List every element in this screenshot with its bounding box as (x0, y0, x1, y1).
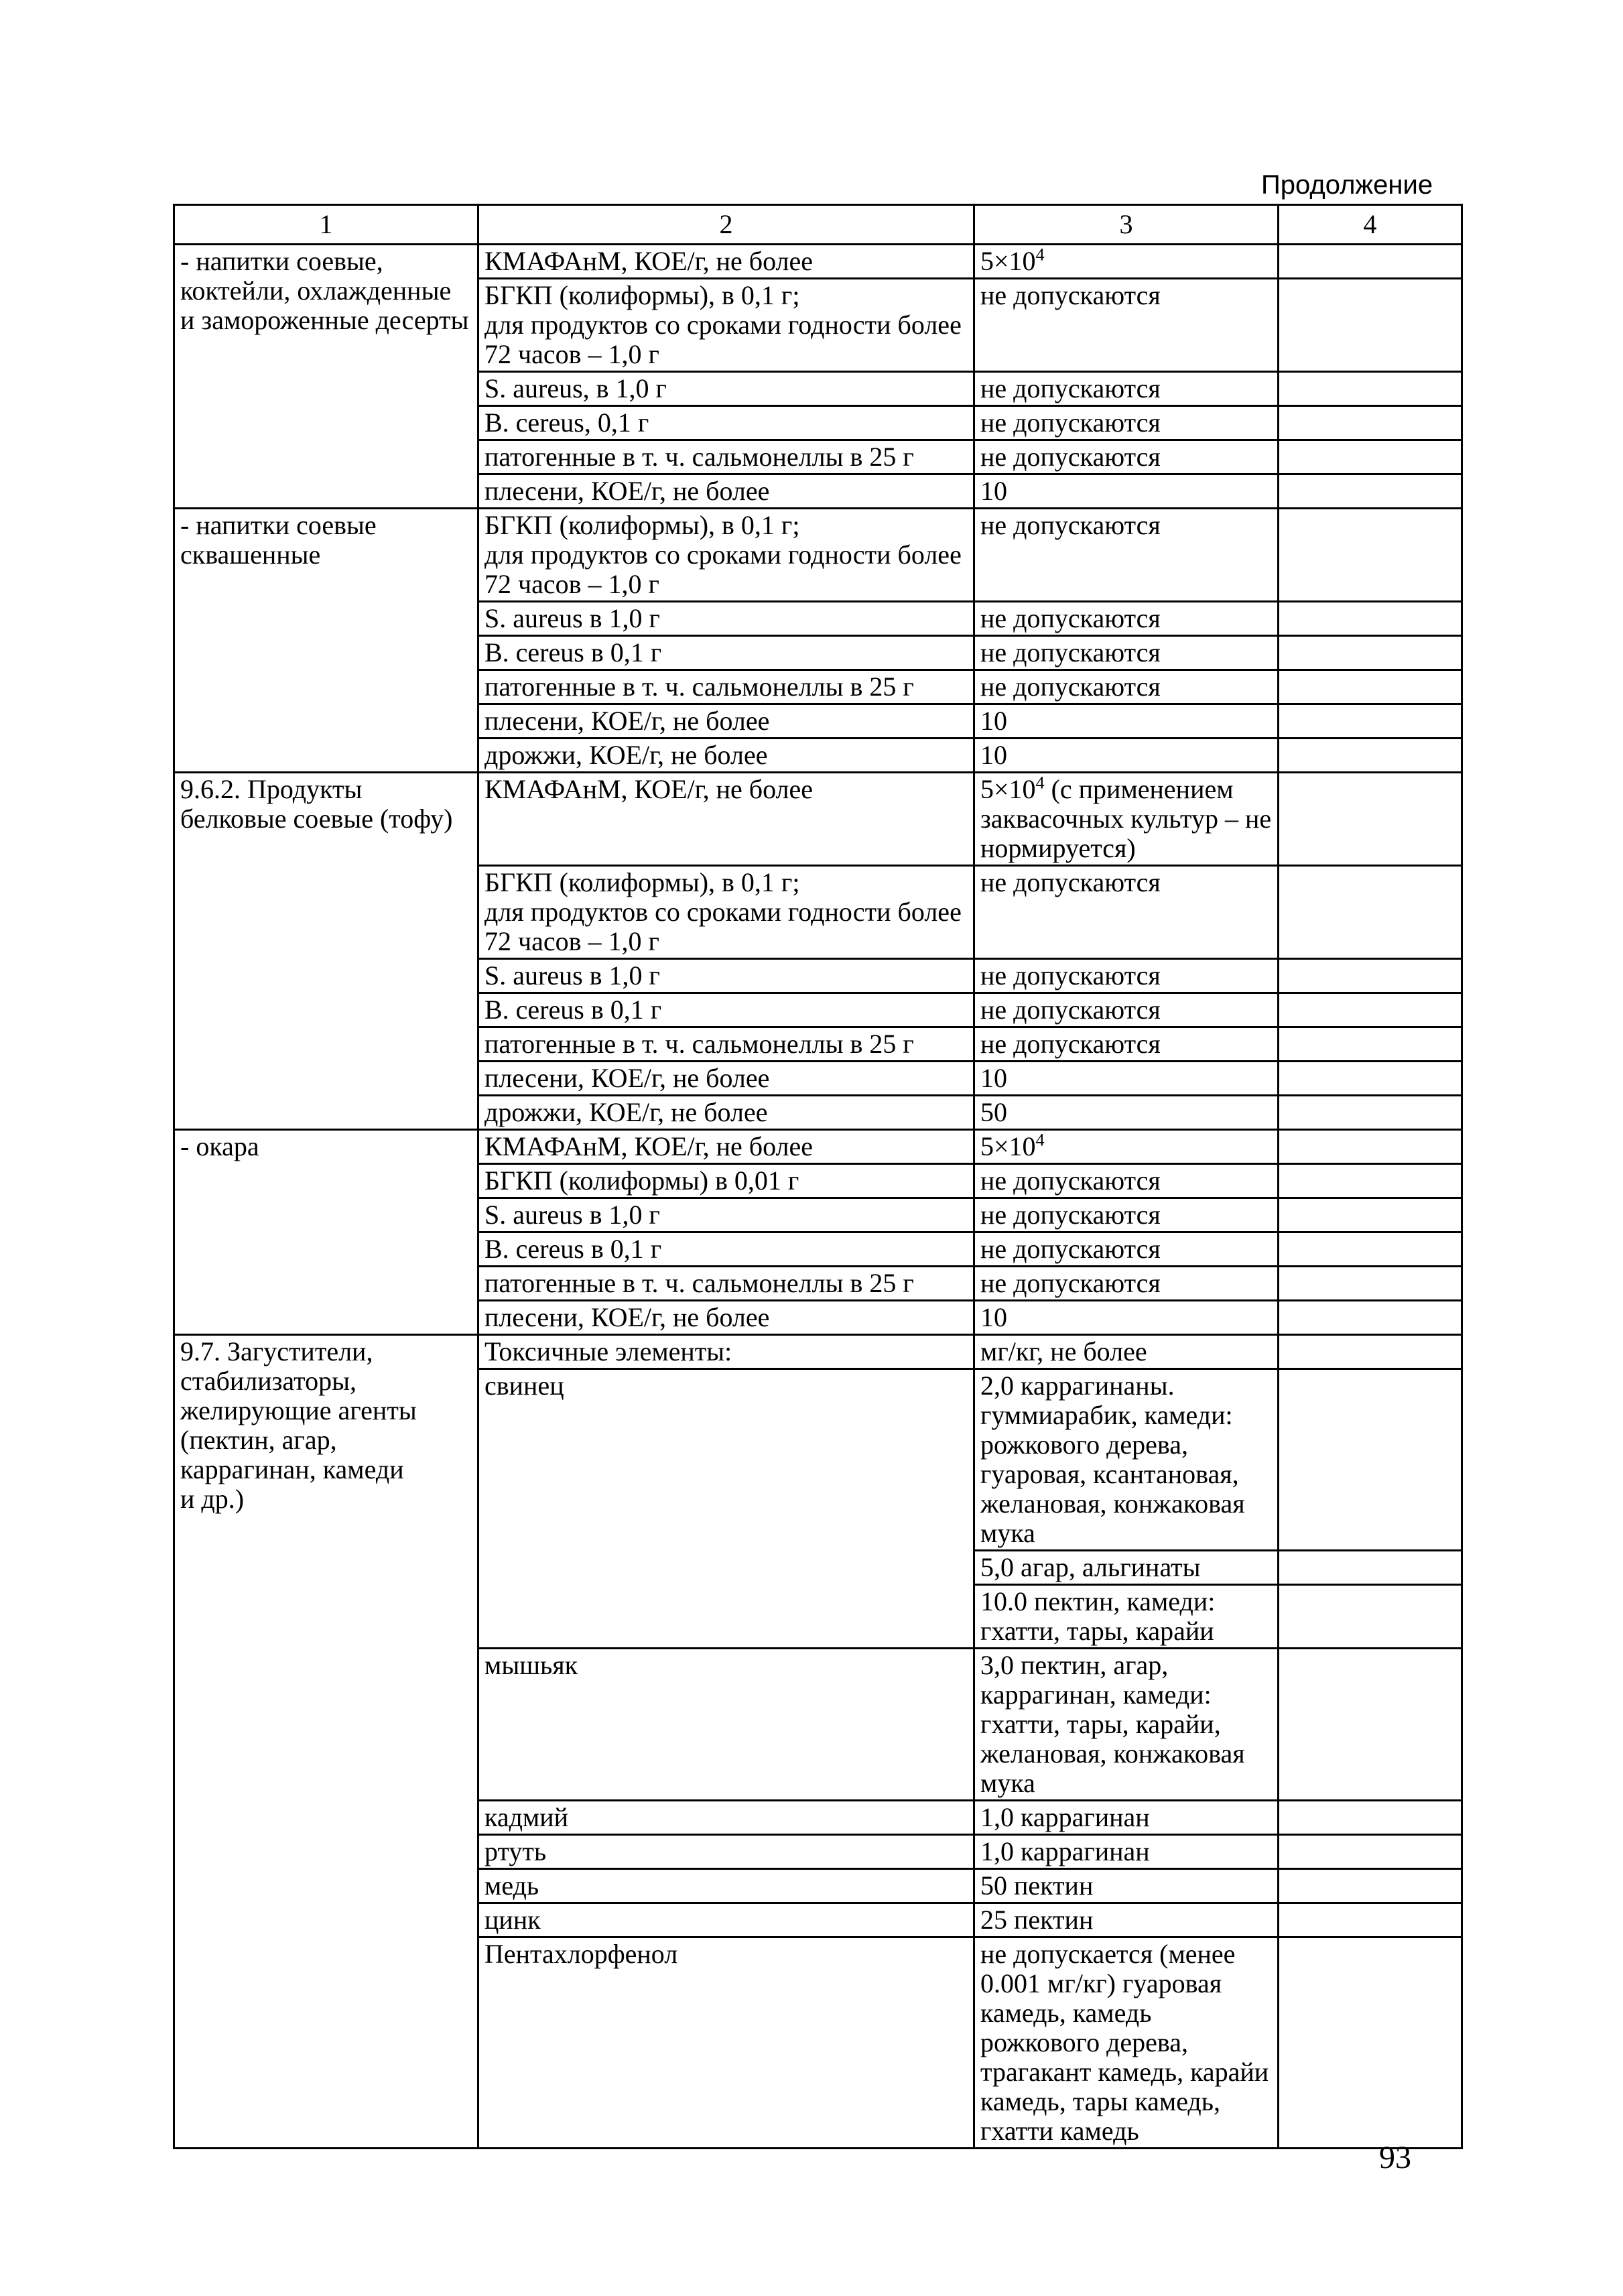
norm-cell (974, 704, 1279, 739)
indicator-cell: плесени, КОЕ/г, не более (478, 1301, 974, 1335)
norm-value: 5×10 (980, 774, 1036, 804)
norm-value: 10 (980, 1302, 1007, 1332)
norm-value: 10 (980, 706, 1007, 736)
notes-cell (1279, 1649, 1462, 1801)
norm-cell (974, 1164, 1279, 1198)
indicator-cell: дрожжи, КОЕ/г, не более (478, 1096, 974, 1130)
notes-cell (1279, 1335, 1462, 1369)
indicator-cell: мышьяк (478, 1649, 974, 1801)
norm-cell (974, 1301, 1279, 1335)
norm-exponent: 4 (1035, 245, 1045, 265)
product-cell: 9.7. Загустители, стабилизаторы, желирующие агенты (пектин, агар, каррагинан, камеди и др.) (174, 1335, 478, 2149)
notes-cell (1279, 1267, 1462, 1301)
indicator-cell: плесени, КОЕ/г, не более (478, 474, 974, 509)
col-header-4: 4 (1279, 205, 1462, 245)
indicator-cell: свинец (478, 1369, 974, 1649)
norm-cell (974, 866, 1279, 959)
norm-cell (974, 1027, 1279, 1062)
norm-value: не допускаются (980, 995, 1161, 1025)
indicator-cell: S. aureus в 1,0 г (478, 602, 974, 636)
notes-cell (1279, 1937, 1462, 2149)
norm-cell: 1,0 каррагинан (974, 1835, 1279, 1869)
col-header-1: 1 (174, 205, 478, 245)
indicator-cell: дрожжи, КОЕ/г, не более (478, 739, 974, 773)
col-header-2: 2 (478, 205, 974, 245)
norm-cell (974, 773, 1279, 866)
notes-cell (1279, 1801, 1462, 1835)
notes-cell (1279, 509, 1462, 602)
norm-value: 10 (980, 476, 1007, 506)
table-row (174, 773, 1462, 866)
norm-value: не допускаются (980, 1268, 1161, 1298)
hygiene-requirements-table (173, 204, 1463, 2149)
norm-cell (974, 959, 1279, 993)
notes-cell (1279, 704, 1462, 739)
indicator-cell: патогенные в т. ч. сальмонеллы в 25 г (478, 1027, 974, 1062)
indicator-cell: медь (478, 1869, 974, 1903)
indicator-cell: B. cereus в 0,1 г (478, 1232, 974, 1267)
notes-cell (1279, 959, 1462, 993)
norm-cell (974, 279, 1279, 372)
norm-value: не допускаются (980, 1029, 1161, 1059)
indicator-cell: БГКП (колиформы), в 0,1 г; для продуктов со сроками годности более 72 часов – 1,0 г (478, 866, 974, 959)
product-cell: - напитки соевые сквашенные (174, 509, 478, 773)
indicator-cell: цинк (478, 1903, 974, 1937)
norm-value: 50 (980, 1097, 1007, 1127)
indicator-cell: КМАФАнМ, КОЕ/г, не более (478, 245, 974, 279)
indicator-cell: S. aureus в 1,0 г (478, 1198, 974, 1232)
norm-cell: не допускается (менее 0.001 мг/кг) гуаровая камедь, камедь рожкового дерева, трагакант камедь, карайи камедь, тары камедь, гхатти камедь (974, 1937, 1279, 2149)
norm-value: 5×10 (980, 1131, 1036, 1161)
indicator-cell: B. cereus, 0,1 г (478, 406, 974, 440)
table-row (174, 1335, 1462, 1369)
norm-exponent: 4 (1035, 1130, 1045, 1150)
norm-cell (974, 1232, 1279, 1267)
indicator-cell: БГКП (колиформы), в 0,1 г; для продуктов со сроками годности более 72 часов – 1,0 г (478, 509, 974, 602)
notes-cell (1279, 1130, 1462, 1164)
continuation-label: Продолжение (1261, 170, 1433, 200)
notes-cell (1279, 440, 1462, 474)
norm-value: не допускаются (980, 407, 1161, 438)
norm-value: 10 (980, 740, 1007, 770)
norm-value: 5×10 (980, 246, 1036, 276)
notes-cell (1279, 1585, 1462, 1649)
notes-cell (1279, 1869, 1462, 1903)
indicator-cell: Токсичные элементы: (478, 1335, 974, 1369)
notes-cell (1279, 1096, 1462, 1130)
notes-cell (1279, 1027, 1462, 1062)
product-cell: - напитки соевые, коктейли, охлажденные и замороженные десерты (174, 245, 478, 509)
norm-value: не допускаются (980, 672, 1161, 702)
norm-note: (с применением заквасочных культур – не нормируется) (980, 774, 1272, 863)
norm-cell (974, 1130, 1279, 1164)
notes-cell (1279, 670, 1462, 704)
indicator-cell: кадмий (478, 1801, 974, 1835)
product-cell: 9.6.2. Продукты белковые соевые (тофу) (174, 773, 478, 1130)
table-header-row (174, 205, 1462, 245)
notes-cell (1279, 406, 1462, 440)
norm-value: не допускаются (980, 442, 1161, 472)
norm-cell: 25 пектин (974, 1903, 1279, 1937)
norm-value: 10 (980, 1063, 1007, 1093)
table-body (174, 245, 1462, 2149)
indicator-cell: B. cereus в 0,1 г (478, 993, 974, 1027)
notes-cell (1279, 1369, 1462, 1551)
notes-cell (1279, 474, 1462, 509)
norm-cell (974, 602, 1279, 636)
norm-cell (974, 372, 1279, 406)
page-number: 93 (1379, 2140, 1411, 2175)
notes-cell (1279, 1551, 1462, 1585)
norm-value: не допускаются (980, 637, 1161, 667)
norm-exponent: 4 (1035, 773, 1045, 793)
indicator-cell: КМАФАнМ, КОЕ/г, не более (478, 1130, 974, 1164)
norm-cell (974, 1267, 1279, 1301)
indicator-cell: Пентахлорфенол (478, 1937, 974, 2149)
norm-cell: 50 пектин (974, 1869, 1279, 1903)
norm-cell (974, 1062, 1279, 1096)
table-row (174, 1130, 1462, 1164)
notes-cell (1279, 279, 1462, 372)
table-row (174, 245, 1462, 279)
norm-value: не допускаются (980, 1165, 1161, 1196)
col-header-3: 3 (974, 205, 1279, 245)
notes-cell (1279, 1062, 1462, 1096)
notes-cell (1279, 1232, 1462, 1267)
notes-cell (1279, 1835, 1462, 1869)
norm-cell: мг/кг, не более (974, 1335, 1279, 1369)
norm-value: не допускаются (980, 960, 1161, 991)
norm-value: не допускаются (980, 867, 1161, 897)
indicator-cell: B. cereus в 0,1 г (478, 636, 974, 670)
notes-cell (1279, 636, 1462, 670)
norm-cell: 5,0 агар, альгинаты (974, 1551, 1279, 1585)
norm-cell: 1,0 каррагинан (974, 1801, 1279, 1835)
indicator-cell: КМАФАнМ, КОЕ/г, не более (478, 773, 974, 866)
indicator-cell: БГКП (колиформы) в 0,01 г (478, 1164, 974, 1198)
notes-cell (1279, 1301, 1462, 1335)
notes-cell (1279, 739, 1462, 773)
indicator-cell: ртуть (478, 1835, 974, 1869)
norm-cell (974, 636, 1279, 670)
norm-value: не допускаются (980, 603, 1161, 633)
notes-cell (1279, 372, 1462, 406)
notes-cell (1279, 245, 1462, 279)
notes-cell (1279, 602, 1462, 636)
notes-cell (1279, 1198, 1462, 1232)
indicator-cell: патогенные в т. ч. сальмонеллы в 25 г (478, 670, 974, 704)
indicator-cell: патогенные в т. ч. сальмонеллы в 25 г (478, 440, 974, 474)
notes-cell (1279, 1903, 1462, 1937)
indicator-cell: S. aureus в 1,0 г (478, 959, 974, 993)
norm-value: не допускаются (980, 373, 1161, 403)
norm-value: не допускаются (980, 280, 1161, 310)
indicator-cell: плесени, КОЕ/г, не более (478, 1062, 974, 1096)
notes-cell (1279, 1164, 1462, 1198)
norm-cell: 3,0 пектин, агар, каррагинан, камеди: гхатти, тары, карайи, желановая, конжаковая мука (974, 1649, 1279, 1801)
norm-cell (974, 440, 1279, 474)
indicator-cell: патогенные в т. ч. сальмонеллы в 25 г (478, 1267, 974, 1301)
norm-cell (974, 670, 1279, 704)
norm-cell: 10.0 пектин, камеди: гхатти, тары, карайи (974, 1585, 1279, 1649)
norm-value: не допускаются (980, 1234, 1161, 1264)
indicator-cell: БГКП (колиформы), в 0,1 г; для продуктов со сроками годности более 72 часов – 1,0 г (478, 279, 974, 372)
product-cell: - окара (174, 1130, 478, 1335)
notes-cell (1279, 993, 1462, 1027)
norm-cell (974, 245, 1279, 279)
norm-cell (974, 509, 1279, 602)
norm-cell: 2,0 каррагинаны. гуммиарабик, камеди: рожкового дерева, гуаровая, ксантановая, желановая, конжаковая мука (974, 1369, 1279, 1551)
norm-cell (974, 406, 1279, 440)
notes-cell (1279, 866, 1462, 959)
indicator-cell: S. aureus, в 1,0 г (478, 372, 974, 406)
notes-cell (1279, 773, 1462, 866)
norm-cell (974, 1198, 1279, 1232)
indicator-cell: плесени, КОЕ/г, не более (478, 704, 974, 739)
norm-cell (974, 474, 1279, 509)
norm-cell (974, 1096, 1279, 1130)
norm-cell (974, 993, 1279, 1027)
norm-cell (974, 739, 1279, 773)
norm-value: не допускаются (980, 510, 1161, 540)
table-row (174, 509, 1462, 602)
norm-value: не допускаются (980, 1200, 1161, 1230)
